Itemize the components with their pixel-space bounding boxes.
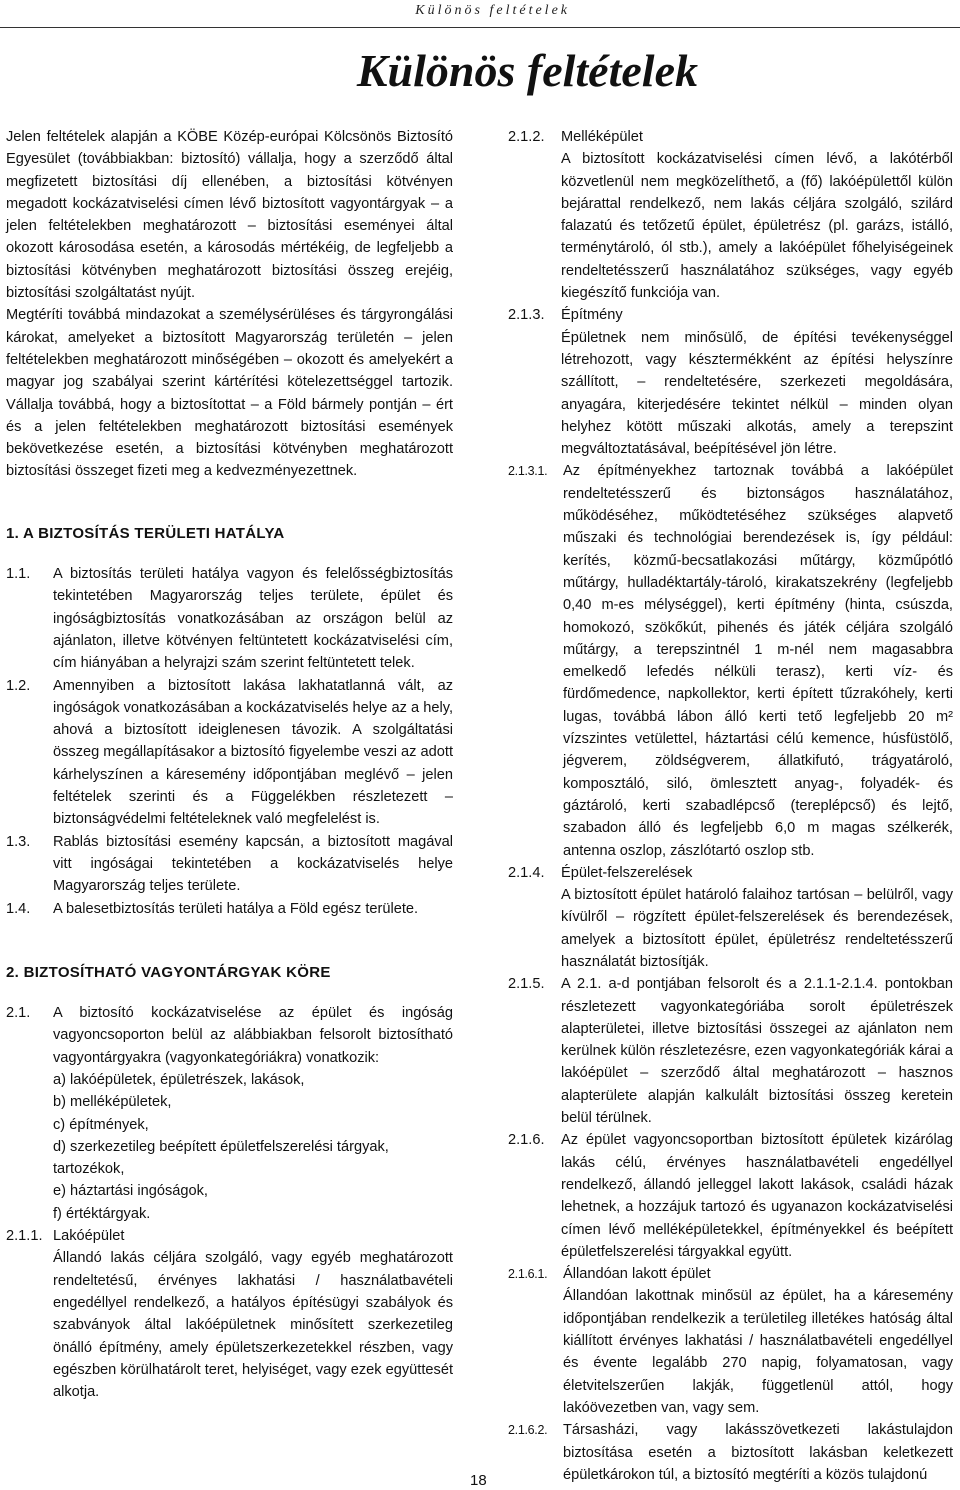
clause-title: Építmény [561,307,623,324]
clause-text: Amennyiben a biztosított lakása lakhatatlanná vált, az ingóságok vonatkozásában a kockázatviselés helye az a hely, ahová a biztosított ideiglenesen távozik. A szolgáltatási összeg megállapításakor a biztosító figyelembe veszi az adott kárhelyszínen a káresemény időpontjában meglévő – jelen feltételek szerinti és a Függelékben részletezett – biztonságvédelmi feltételeknek való megfelelést is. [53,677,453,828]
section-heading-2: 2. BIZTOSÍTHATÓ VAGYONTÁRGYAK KÖRE [6,963,331,981]
section-heading-1: 1. A BIZTOSÍTÁS TERÜLETI HATÁLYA [6,524,285,542]
intro-paragraph-2: Megtéríti továbbá mindazokat a személysérüléses és tárgyrongálási károkat, amelyeket a biztosított Magyarország területén – jelen feltételekben meghatározott minőségében – okozott és amelyekért a magyar jog szabályai szerint kártérítési kötelezettséggel tartozik. Vállalja továbbá, hogy a biztosítottat – a Föld bármely pontján – ért és a jelen feltételekben meghatározott biztosítási események bekövetkezése esetén, a biztosítási kötvényben meghatározott biztosítási összeget fizeti meg a kedvezményezettnek. [6,307,453,480]
page-number: 18 [470,1472,487,1489]
clause-text: A balesetbiztosítás területi hatálya a Föld egész területe. [53,900,419,917]
clause-number: 2.1.6.2. [508,1423,548,1438]
clause-text: Állandóan lakottnak minősül az épület, ha a káresemény időpontjában rendelkezik a területileg illetékes hatóság által kiállított érvényes lakhatási / használatbavételi engedéllyel és évente legalább 270 napig, folyamatosan, vagy életvitelszerűen lakják, függetlenül attól, hogy lakóövezetben van, vagy sem. [563,1288,953,1416]
clause-text: A biztosító kockázatviselése az épület és ingóság vagyoncsoporton belül az alábbiakban felsorolt biztosítható vagyontárgyakra (vagyonkategóriákra) vonatkozik: [53,1005,453,1066]
clause-text: A 2.1. a-d pontjában felsorolt és a 2.1.1-2.1.4. pontokban részletezett vagyonkategóriába sorolt épületrészek alapterületei, illetve biztosítási összegei az ajánlaton nem kerülnek külön részletezésre, ezen vagyonkategóriák kárai a lakóépület – szerződő által meghatározott – hasznos alapterülete alapján kalkulált biztosítási összeg keretein belül térülnek. [561,976,953,1127]
clause-2-1-1 [6,1225,453,1247]
right-column [508,126,953,1486]
clause-2-1 [6,1002,453,1069]
clause-number: 1.4. [6,900,31,917]
clause-2-1-5 [508,973,953,1129]
clause-text: A biztosított épület határoló falaihoz tartósan – belülről, vagy kívülről – rögzített épület-felszerelések és berendezések, amelyek a biztosított épület, épületrész rendeltetésszerű használatát biztosítják. [561,887,953,970]
clause-content [561,862,953,973]
clause-title: Melléképület [561,129,643,145]
clause-number: 1.2. [6,677,31,694]
clause-content [563,1263,953,1419]
clause-number: 2.1.6.1. [508,1267,548,1282]
running-header: Különös feltételek [415,3,570,18]
clause-1-4 [6,898,453,920]
clause-number: 2.1.3. [508,307,545,324]
clause-text: Rablás biztosítási esemény kapcsán, a biztosított magával vitt ingóságai tekintetében a kockázatviselés helye Magyarország teljes területe. [53,833,453,895]
clause-1-3 [6,831,453,898]
clause-number: 2.1.1. [6,1228,43,1245]
header-rule [0,27,960,28]
clause-1-2 [6,675,453,831]
clause-title: Állandóan lakott épület [563,1266,711,1283]
clause-number: 2.1.4. [508,864,545,881]
clause-number: 2.1.3.1. [508,464,548,479]
clause-text: Társasházi, vagy lakásszövetkezeti lakástulajdon biztosítása esetén a biztosított lakásban keletkezett épületkárokon túl, a biztosító megtéríti a közös tulajdonú [563,1422,953,1483]
list-item: f) értéktárgyak. [53,1205,151,1222]
clause-number: 1.1. [6,566,31,583]
intro-paragraph-1: Jelen feltételek alapján a KÖBE Közép-európai Kölcsönös Biztosító Egyesület (továbbiakban: biztosító) vállalja, hogy a szerződő által megfizetett biztosítási díj ellenében, a biztosítási kötvényen megadott kockázatviselési címen lévő biztosított vagyontárgyak – a jelen feltételekben meghatározott – biztosítási eseményei által okozott károsodása esetén, a károsodás mértékéig, de legfeljebb a biztosítási kötvényben meghatározott biztosítási összeg erejéig, biztosítási szolgáltatást nyújt. [6,129,453,302]
clause-text: Az építményekhez tartoznak továbbá a lakóépület rendeltetésszerű és biztonságos használatához, működéséhez, működtetéséhez szükséges alapvető műszaki és technológiai berendezések is, így például: kerítés, közmű-becsatlakozási műtárgy, közműpótló műtárgy, hulladéktartály-tároló, kirakatszekrény (legfeljebb 0,40 m-es mélységgel), kerti építmény (hinta, csúszda, homokozó, szökőkút, pihenés és játék céljára szolgáló műtárgy, a terepszintnél 1 m-nél nem magasabbra emelkedő lefedés nélküli terasz), kerti víz- és fürdőmedence, napkollektor, kerti épített tűzrakóhely, kerti lugas, továbbá lábon álló kerti tető legfeljebb 20 m² vízszintes vetülettel, háztartási célú kemence, húsfüstölő, jégverem, zöldségverem, állatkifutó, trágyatároló, komposztáló, siló, ömlesztett anyag-, folyadék- és gáztároló, kerti szabadlépcső (tereplépcső) és lejtő, szabadon álló és legfeljebb 6,0 m magas szélkerék, antenna oszlop, zászlótartó oszlop stb. [563,463,953,859]
clause-number: 2.1.6. [508,1132,545,1149]
clause-title: Épület-felszerelések [561,864,693,881]
list-item: a) lakóépületek, épületrészek, lakások, [53,1071,305,1088]
clause-2-1-2 [508,126,953,304]
clause-2-1-4 [508,862,953,973]
left-column [6,126,453,1403]
clause-body [6,1247,453,1403]
clause-text: Az épület vagyoncsoportban biztosított épületek kizárólag lakás célú, érvényes használatbavételi engedéllyel rendelkező, állandó jelleggel lakott lakások, családi házak lehetnek, a hozzájuk tartozó és ugyanazon kockázatviselési címen lévő melléképületekkel, építményekkel és beépített épületfelszerelési tárgyakkal együtt. [561,1132,953,1260]
list-item: d) szerkezetileg beépített épületfelszerelési tárgyak, tartozékok, [53,1138,389,1178]
list-item: b) melléképületek, [53,1094,172,1111]
clause-number: 2.1.2. [508,129,545,145]
clause-2-1-3 [508,304,953,460]
clause-number: 2.1.5. [508,976,545,993]
list-item: e) háztartási ingóságok, [53,1183,208,1200]
clause-text: Épületnek nem minősülő, de építési tevékenységgel létrehozott, vagy késztermékként az építési helyszínre szállított, – rendeltetésére, szerkezeti megoldására, anyagára, kiterjedésére tekintet nélkül – minden olyan helyhez kötött műszaki alkotás, amely a terepszint megváltoztatásával, beépítésével jön létre. [561,329,953,458]
clause-text: Állandó lakás céljára szolgáló, vagy egyéb meghatározott rendeltetésű, érvényes lakhatási / használatbavételi engedéllyel rendelkező, a hatályos építésügyi szabályok és szabványok által lakóépületnek minősített szerkezetileg önálló építmény, amely épületszerkezetekkel részben, vagy egészben körülhatárolt teret, helyiséget, vagy ezek együttesét alkotja. [53,1250,453,1401]
clause-2-1-6-2 [508,1419,953,1486]
clause-2-1-6 [508,1129,953,1263]
clause-content [561,126,953,304]
clause-text: A biztosított kockázatviselési címen lévő, a lakótérből közvetlenül nem megközelíthető, a (fő) lakóépülettől külön bejárattal rendelkező, nem lakás céljára szolgáló, szilárd falazatú és tetőzetű épület, épületrész (pl. garázs, istálló, terménytároló, ól stb.), amely a lakóépület főhelyiségeinek rendeltetésszerű használatához szükséges, vagy egyéb kiegészítő funkciója van. [561,151,953,302]
clause-2-1-6-1 [508,1263,953,1419]
clause-number: 2.1. [6,1005,31,1022]
clause-text: A biztosítás területi hatálya vagyon és felelősségbiztosítás tekintetében Magyarország teljes területe, épület és ingóságbiztosítás vonatkozásában az országon belül az ajánlaton, illetve kötvényen feltüntetett kockázatviselési cím, cím hiányában a helyrajzi szám szerint feltüntetett telek. [53,566,453,672]
page-title: Különös feltételek [356,45,698,96]
list-item: c) építmények, [53,1116,149,1133]
clause-title: Lakóépület [53,1228,125,1245]
clause-1-1 [6,563,453,674]
clause-content [561,304,953,460]
clause-number: 1.3. [6,833,31,850]
clause-2-1-3-1 [508,460,953,861]
asset-list [6,1069,453,1225]
